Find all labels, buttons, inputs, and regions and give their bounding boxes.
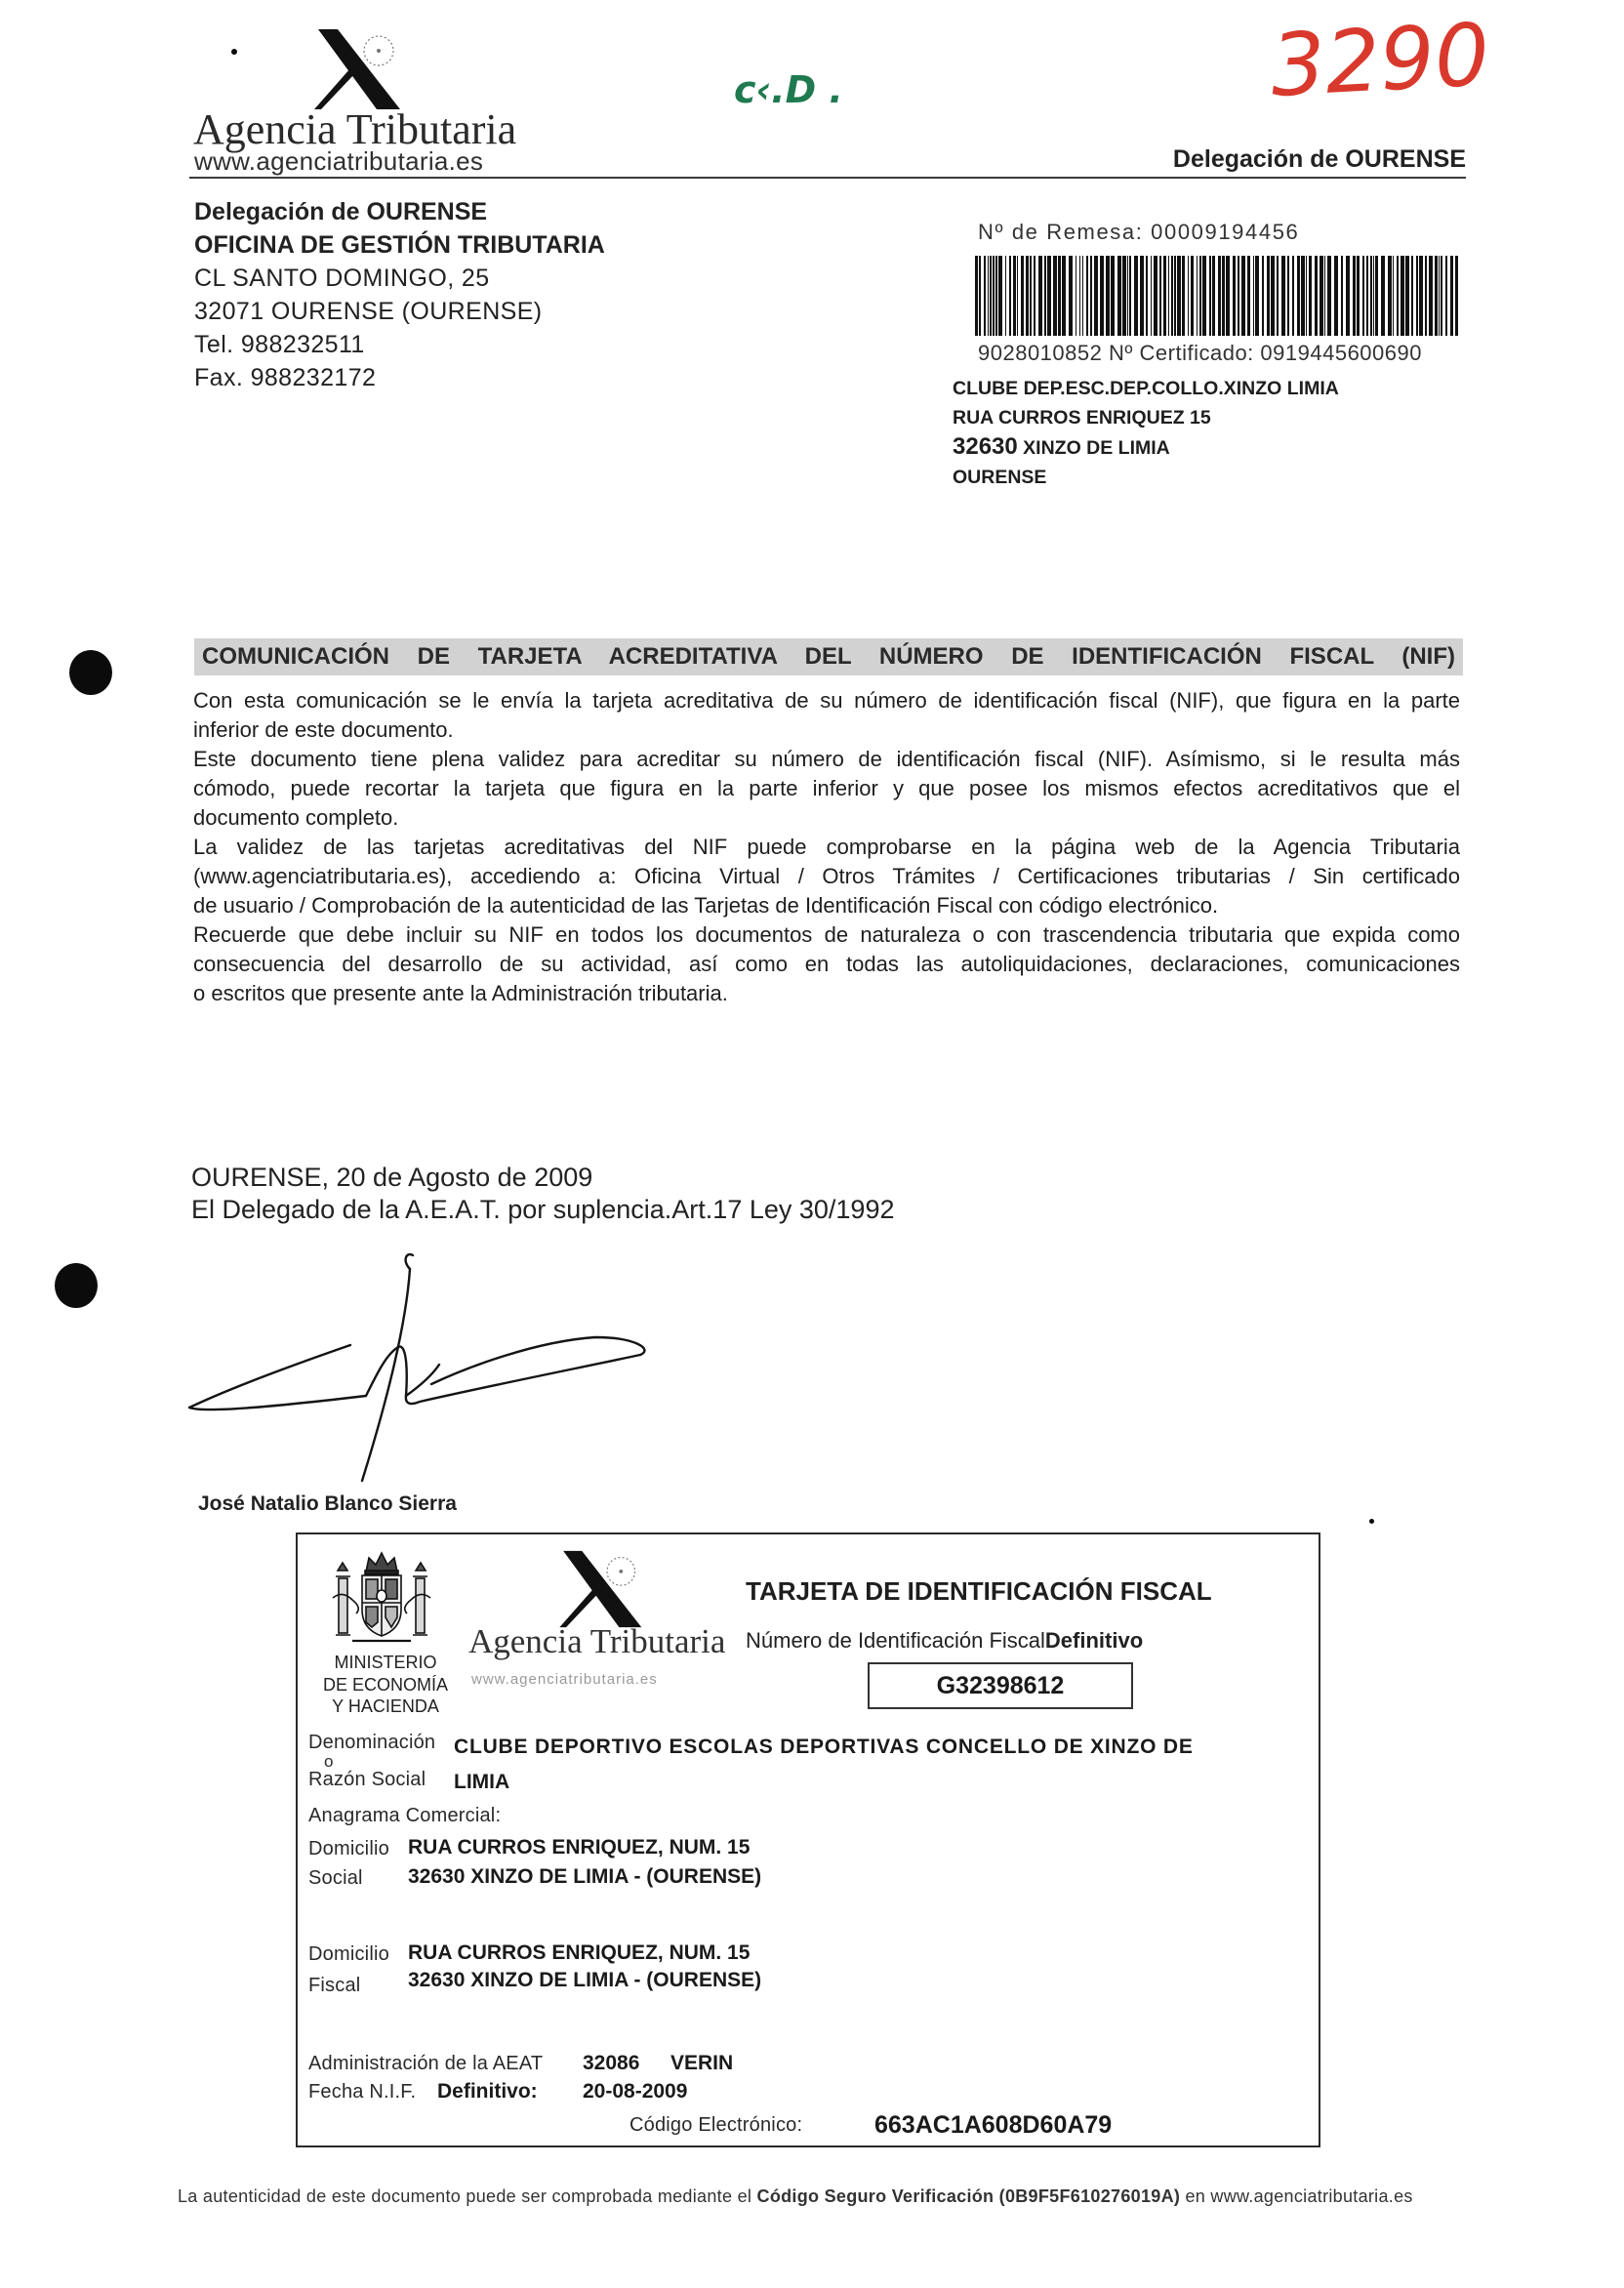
nif-label: Número de Identificación Fiscal [746,1628,1045,1653]
barcode-bar [1197,256,1198,336]
barcode-bar [1362,256,1364,336]
barcode-bar [1069,256,1073,336]
place-date: OURENSE, 20 de Agosto de 2009 [191,1163,593,1192]
barcode-bar [1435,256,1438,336]
social-label: Social [308,1867,363,1889]
barcode-bar [1212,256,1215,336]
barcode-bar [1188,256,1189,336]
barcode-bar [1455,256,1458,336]
coat-of-arms-icon [323,1549,440,1652]
footer-prefix: La autenticidad de este documento puede ser comprobada mediante el [178,2186,752,2206]
barcode-bar [1159,256,1161,336]
barcode-bar [1262,256,1264,336]
barcode-bar [1030,256,1032,336]
recipient-city: XINZO DE LIMIA [1023,437,1170,459]
barcode-bar [1127,256,1128,336]
barcode-bar [1174,256,1176,336]
razon-social-label: Razón Social [308,1769,426,1790]
nif-status: Definitivo [1044,1628,1144,1653]
barcode-bar [1327,256,1331,336]
barcode-bar [1154,256,1157,336]
paragraph-line: (www.agenciatributaria.es), accediendo a: Oficina Virtual / Otros Trámites / Certificaciones tributarias / Sin certificado [193,864,1460,888]
signer-role: El Delegado de la A.E.A.T. por suplencia.Art.17 Ley 30/1992 [191,1195,895,1224]
barcode-bar [1277,256,1279,336]
barcode-bar [998,256,1002,336]
scan-speck [1369,1519,1374,1524]
paragraph-line: documento completo. [193,805,399,830]
footer-csv: Código Seguro Verificación (0B9F5F610276019A) [756,2186,1181,2206]
barcode-bar [1441,256,1442,336]
barcode-bar [1346,256,1350,336]
barcode-bar [1005,256,1006,336]
barcode-bar [1106,256,1110,336]
barcode-bar [1287,256,1289,336]
ministry-line: Y HACIENDA [332,1696,439,1716]
barcode-bar [1238,256,1239,336]
barcode-bar [1419,256,1423,336]
document-title: COMUNICACIÓN DE TARJETA ACREDITATIVA DEL NÚMERO DE IDENTIFICACIÓN FISCAL (NIF) [194,638,1463,675]
sender-office: OFICINA DE GESTIÓN TRIBUTARIA [194,231,605,259]
anagrama-label: Anagrama Comercial: [308,1805,502,1826]
barcode-bar [1100,256,1104,336]
o-label: o [324,1752,334,1771]
barcode-bar [1301,256,1305,336]
barcode-bar [1171,256,1173,336]
barcode-bar [1017,256,1018,336]
barcode-bar [1079,256,1080,336]
fecha-value: 20-08-2009 [583,2080,688,2103]
barcode-bar [1315,256,1318,336]
barcode-bar [1341,256,1343,336]
barcode-bar [1253,256,1254,336]
paragraph-line: consecuencia del desarrollo de su actividad, así como en todas las autoliquidaciones, declaraciones, comunicaciones [193,952,1460,976]
barcode-bar [1247,256,1250,336]
barcode-bar [1306,256,1307,336]
paragraph-line: o escritos que presente ante la Administración tributaria. [193,981,728,1005]
barcode-number: 9028010852 [978,341,1103,365]
barcode-bar [1334,256,1338,336]
hole-punch [55,1263,98,1308]
barcode-bar [1357,256,1360,336]
handwritten-signature [176,1240,664,1493]
denominacion-value-line2: LIMIA [454,1771,510,1793]
fiscal-label: Fiscal [308,1975,361,1996]
header-logo-url: www.agenciatributaria.es [194,146,484,176]
domicilio-social-street: RUA CURROS ENRIQUEZ, NUM. 15 [408,1836,751,1859]
barcode-bar [1163,256,1166,336]
nif-card [296,1532,1320,2147]
sender-fax: Fax. 988232172 [194,364,377,391]
barcode-bar [1021,256,1024,336]
barcode-bar [1375,256,1378,336]
barcode-bar [1218,256,1221,336]
fecha-status: Definitivo: [437,2080,538,2103]
recipient-city-line [953,432,1339,463]
nif-number-box: G32398612 [868,1662,1133,1709]
remesa-number: 00009194456 [1151,220,1300,244]
card-logo-name: Agencia Tributaria [468,1622,726,1660]
barcode-bar [1151,256,1152,336]
ministry-name [317,1652,454,1718]
recipient-street: RUA CURROS ENRIQUEZ 15 [953,407,1211,429]
barcode-bar [1271,256,1275,336]
barcode-bar [975,256,978,336]
barcode-bar [1026,256,1029,336]
barcode-bar [1297,256,1300,336]
barcode-bar [1401,256,1404,336]
paragraph-line: La validez de las tarjetas acreditativas del NIF puede comprobarse en la página web de la Agencia Tributaria [193,835,1460,859]
barcode-bar [995,256,997,336]
recipient-name: CLUBE DEP.ESC.DEP.COLLO.XINZO LIMIA [953,378,1339,399]
remesa-label: Nº de Remesa: [978,220,1144,244]
barcode-bar [1177,256,1181,336]
certificado-label: Nº Certificado: [1108,341,1254,365]
card-title: TARJETA DE IDENTIFICACIÓN FISCAL [746,1576,1212,1606]
barcode-bar [1146,256,1148,336]
barcode-bar [1168,256,1169,336]
hole-punch [69,650,112,695]
barcode-bar [1309,256,1312,336]
barcode-bar [1090,256,1092,336]
paragraph-line: Recuerde que debe incluir su NIF en todos los documentos de naturaleza o con trascendencia tributaria que expida como [193,922,1460,947]
barcode-bar [1034,256,1035,336]
sender-phone: Tel. 988232511 [194,331,365,358]
domicilio-fiscal-city: 32630 XINZO DE LIMIA - (OURENSE) [408,1969,762,1991]
barcode-bar [1405,256,1409,336]
barcode-bar [1281,256,1285,336]
barcode-bar [1425,256,1427,336]
body-text [193,686,1460,1008]
barcode-bar [984,256,986,336]
barcode-bar [1009,256,1011,336]
domicilio-social-city: 32630 XINZO DE LIMIA - (OURENSE) [408,1865,762,1888]
paragraph-line: de usuario / Comprobación de la autenticidad de las Tarjetas de Identificación Fiscal con código electrónico. [193,893,1219,918]
barcode-bar [1411,256,1413,336]
admin-name: VERIN [670,2052,734,2074]
agencia-tributaria-emblem-icon [549,1549,644,1629]
barcode-bar [1450,256,1453,336]
handwritten-note: c‹.D . [734,68,843,111]
barcode-bar [1233,256,1236,336]
barcode-bar [1038,256,1042,336]
recipient-postal-code: 32630 [953,433,1018,460]
barcode-bar [1111,256,1115,336]
remesa-line [978,220,1299,245]
barcode-bar [1320,256,1323,336]
header-logo-name: Agencia Tributaria [193,105,517,153]
barcode-bar [1047,256,1051,336]
barcode-bar [1013,256,1016,336]
sender-block [194,195,605,394]
footer-verification [178,2185,1413,2208]
barcode-bar [1117,256,1121,336]
barcode-bar [1381,256,1385,336]
domicilio-fiscal-street: RUA CURROS ENRIQUEZ, NUM. 15 [408,1941,751,1964]
barcode-bar [1255,256,1259,336]
barcode-bar [1202,256,1206,336]
footer-suffix: en www.agenciatributaria.es [1185,2186,1413,2206]
sender-delegation: Delegación de OURENSE [194,198,488,225]
barcode-bar [979,256,981,336]
paragraph-line: inferior de este documento. [193,717,454,742]
ministry-line: MINISTERIO [334,1653,437,1672]
barcode-bar [1191,256,1194,336]
barcode-bar [1182,256,1185,336]
barcode-bar [1416,256,1418,336]
header-divider [189,177,1466,179]
barcode-bar [1445,256,1447,336]
barcode-bar [1267,256,1270,336]
barcode-bar [988,256,989,336]
sender-street: CL SANTO DOMINGO, 25 [194,265,490,292]
barcode-bar [1439,256,1440,336]
barcode-bar [993,256,995,336]
barcode-bar [1122,256,1126,336]
barcode-bar [1353,256,1356,336]
barcode-bar [1241,256,1245,336]
nif-label-line [746,1627,1143,1655]
barcode-bar [1209,256,1211,336]
recipient-address [953,374,1339,492]
codigo-label: Código Electrónico: [629,2114,803,2136]
fecha-label: Fecha N.I.F. [308,2081,417,2103]
domicilio-fiscal-label: Domicilio [308,1943,389,1965]
barcode-bar [1058,256,1061,336]
barcode-bar [1082,256,1083,336]
barcode-bar [1094,256,1098,336]
certificado-number: 0919445600690 [1260,341,1422,365]
sender-city: 32071 OURENSE (OURENSE) [194,298,543,325]
certificado-line [978,341,1422,366]
barcode-bar [1129,256,1131,336]
barcode-bar [1370,256,1372,336]
barcode-bar [1086,256,1088,336]
barcode-bar [1134,256,1138,336]
barcode-bar [1053,256,1057,336]
barcode-bar [1292,256,1294,336]
barcode-bar [1062,256,1066,336]
header-delegation: Delegación de OURENSE [1172,145,1466,173]
barcode [975,256,1459,336]
barcode-bar [1366,256,1368,336]
barcode-bar [1388,256,1392,336]
barcode-bar [1226,256,1230,336]
barcode-bar [1140,256,1144,336]
ministry-line: DE ECONOMÍA [322,1674,448,1695]
barcode-bar [1222,256,1225,336]
barcode-bar [1429,256,1433,336]
recipient-province: OURENSE [953,467,1047,488]
barcode-bar [1044,256,1046,336]
paragraph-line: cómodo, puede recortar la tarjeta que figura en la parte inferior y que posee los mismos efectos acreditativos que el [193,776,1460,800]
paragraph-line: Con esta comunicación se le envía la tarjeta acreditativa de su número de identificación fiscal (NIF), que figura en la parte [193,688,1460,713]
barcode-bar [990,256,992,336]
barcode-bar [1393,256,1394,336]
barcode-bar [1397,256,1399,336]
denominacion-value: CLUBE DEPORTIVO ESCOLAS DEPORTIVAS CONCELLO DE XINZO DE [454,1736,1194,1758]
barcode-bar [1373,256,1374,336]
paragraph-line: Este documento tiene plena validez para acreditar su número de identificación fiscal (NIF). Asímismo, si le resulta más [193,747,1460,771]
signer-name: José Natalio Blanco Sierra [198,1492,457,1515]
domicilio-social-label: Domicilio [308,1838,389,1859]
card-logo-url: www.agenciatributaria.es [471,1671,658,1688]
scan-speck [231,49,237,55]
admin-code: 32086 [583,2052,640,2074]
barcode-bar [1199,256,1201,336]
handwritten-number: 3290 [1268,4,1492,116]
admin-label: Administración de la AEAT [308,2053,544,2074]
barcode-bar [1324,256,1325,336]
codigo-value: 663AC1A608D60A79 [874,2111,1113,2139]
denominacion-label: Denominación [308,1732,436,1753]
agencia-tributaria-emblem-icon [304,27,402,111]
